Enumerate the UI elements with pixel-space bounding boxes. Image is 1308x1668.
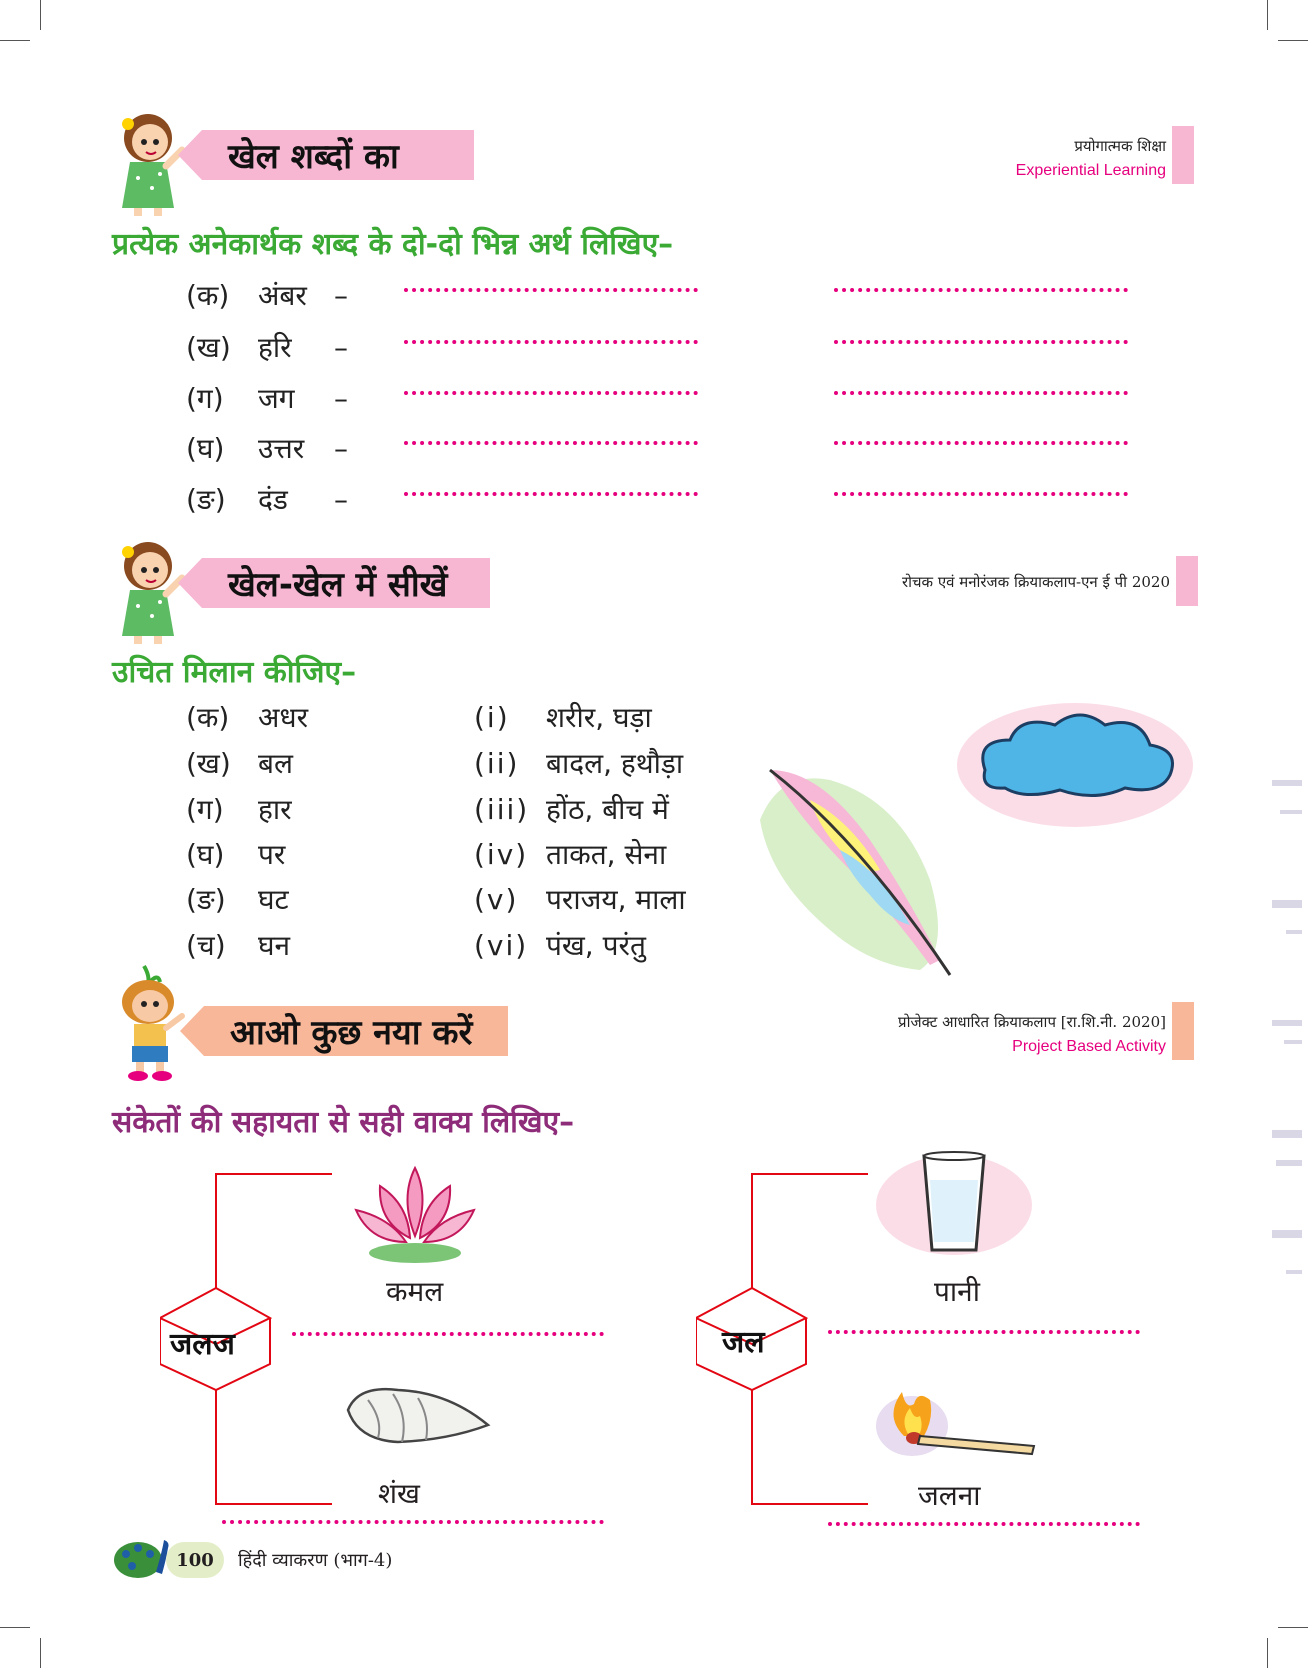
row-word: दंड [258, 483, 288, 516]
answer-line-1 [404, 288, 698, 292]
row-label: (i) [474, 701, 510, 734]
section1-tag-english: Experiential Learning [1015, 162, 1166, 179]
word-row [186, 379, 348, 417]
matchstick-illustration [874, 1386, 1039, 1465]
row-word: जग [258, 382, 295, 415]
row-label: (ग) [186, 793, 224, 826]
lotus-illustration [350, 1158, 480, 1272]
row-dash: – [334, 483, 348, 516]
match-left-item [186, 835, 285, 873]
conch-illustration [338, 1380, 493, 1464]
match-right-item [474, 790, 669, 828]
match-left-item [186, 790, 292, 828]
row-word: घन [258, 929, 291, 962]
row-label: (vi) [474, 929, 529, 962]
match-left-item [186, 926, 290, 964]
section1-banner [178, 130, 474, 180]
row-label: (iv) [474, 838, 529, 871]
page-number-badge [166, 1542, 224, 1578]
answer-line-1 [404, 441, 698, 445]
row-label: (v) [474, 883, 519, 916]
row-label: (च) [186, 929, 226, 962]
right-root-word: जल [722, 1325, 765, 1360]
row-text: पराजय, माला [546, 883, 686, 916]
row-label: (क) [186, 279, 230, 312]
crop-mark [0, 1627, 30, 1628]
section3-banner [180, 1006, 508, 1056]
right-bottom-caption: जलना [918, 1479, 981, 1512]
row-label: (घ) [186, 838, 225, 871]
match-right-item [474, 835, 666, 873]
glass-illustration [874, 1150, 1034, 1264]
row-text: होंठ, बीच में [546, 793, 669, 826]
row-word: घट [258, 883, 289, 916]
match-right-item [474, 880, 686, 918]
answer-line-1 [404, 391, 698, 395]
match-left-item [186, 744, 293, 782]
row-label: (ख) [186, 747, 231, 780]
section1-tag [960, 136, 1166, 180]
answer-line-2 [834, 340, 1128, 344]
section1-tag-bar [1172, 126, 1194, 184]
row-label: (ख) [186, 331, 231, 364]
row-label: (घ) [186, 432, 225, 465]
section1-banner-title: खेल शब्दों का [228, 137, 399, 177]
row-text: पंख, परंतु [546, 929, 646, 962]
row-word: हरि [258, 331, 292, 364]
edge-marks [1266, 770, 1306, 1310]
row-word: हार [258, 793, 292, 826]
word-row [186, 480, 348, 518]
word-row [186, 328, 348, 366]
row-text: ताकत, सेना [546, 838, 667, 871]
row-label: (क) [186, 701, 230, 734]
answer-line-1 [404, 492, 698, 496]
left-bottom-caption: शंख [378, 1477, 420, 1510]
left-answer-line-2 [222, 1520, 604, 1524]
match-left-item [186, 698, 308, 736]
crop-mark [40, 0, 41, 30]
left-root-word: जलज [170, 1327, 235, 1362]
feather-illustration [750, 760, 960, 984]
section1-tag-hindi: प्रयोगात्मक शिक्षा [1074, 137, 1166, 155]
section2-banner-title: खेल-खेल में सीखें [228, 565, 448, 605]
section2-tag-bar [1176, 556, 1198, 606]
answer-line-2 [834, 441, 1128, 445]
crop-mark [1278, 40, 1308, 41]
row-label: (ग) [186, 382, 224, 415]
row-word: अधर [258, 701, 309, 734]
section2-instruction: उचित मिलान कीजिए– [112, 655, 357, 690]
crop-mark [1267, 0, 1268, 30]
cloud-illustration [955, 690, 1195, 834]
row-label: (iii) [474, 793, 530, 826]
section3-instruction: संकेतों की सहायता से सही वाक्य लिखिए– [112, 1105, 575, 1140]
section2-tag-hindi: रोचक एवं मनोरंजक क्रियाकलाप-एन ई पी 2020 [902, 573, 1170, 591]
girl-mascot-illustration [108, 536, 188, 644]
answer-line-1 [404, 340, 698, 344]
row-word: पर [258, 838, 286, 871]
section1-instruction: प्रत्येक अनेकार्थक शब्द के दो-दो भिन्न अर्थ लिखिए– [112, 227, 674, 262]
answer-line-2 [834, 288, 1128, 292]
match-right-item [474, 744, 683, 782]
row-text: शरीर, घड़ा [546, 701, 652, 734]
crop-mark [1267, 1638, 1268, 1668]
section3-tag-bar [1172, 1002, 1194, 1060]
section3-tag [820, 1012, 1166, 1056]
match-right-item [474, 698, 652, 736]
section3-banner-title: आओ कुछ नया करें [230, 1013, 473, 1053]
girl-mascot-illustration [108, 108, 188, 216]
word-row [186, 276, 348, 314]
right-answer-line-1 [828, 1330, 1140, 1334]
row-dash: – [334, 432, 348, 465]
crop-mark [0, 40, 30, 41]
row-dash: – [334, 331, 348, 364]
row-label: (ङ) [186, 883, 226, 916]
answer-line-2 [834, 492, 1128, 496]
row-label: (ङ) [186, 483, 226, 516]
match-right-item [474, 926, 646, 964]
right-top-caption: पानी [934, 1275, 980, 1308]
row-word: बल [258, 747, 293, 780]
book-title: हिंदी व्याकरण (भाग-4) [238, 1550, 393, 1571]
section3-tag-hindi: प्रोजेक्ट आधारित क्रियाकलाप [रा.शि.नी. 2020] [898, 1013, 1166, 1031]
page-number: 100 [176, 1549, 214, 1571]
boy-mascot-illustration [114, 964, 186, 1082]
row-dash: – [334, 279, 348, 312]
crop-mark [1278, 1627, 1308, 1628]
answer-line-2 [834, 391, 1128, 395]
section3-tag-english: Project Based Activity [1012, 1038, 1166, 1055]
row-word: अंबर [258, 279, 307, 312]
word-row [186, 429, 348, 467]
row-text: बादल, हथौड़ा [546, 747, 684, 780]
row-word: उत्तर [258, 432, 305, 465]
row-dash: – [334, 382, 348, 415]
crop-mark [40, 1638, 41, 1668]
match-left-item [186, 880, 289, 918]
left-top-caption: कमल [386, 1275, 444, 1308]
section2-banner [178, 558, 490, 608]
row-label: (ii) [474, 747, 520, 780]
right-answer-line-2 [828, 1522, 1140, 1526]
left-answer-line-1 [292, 1332, 604, 1336]
